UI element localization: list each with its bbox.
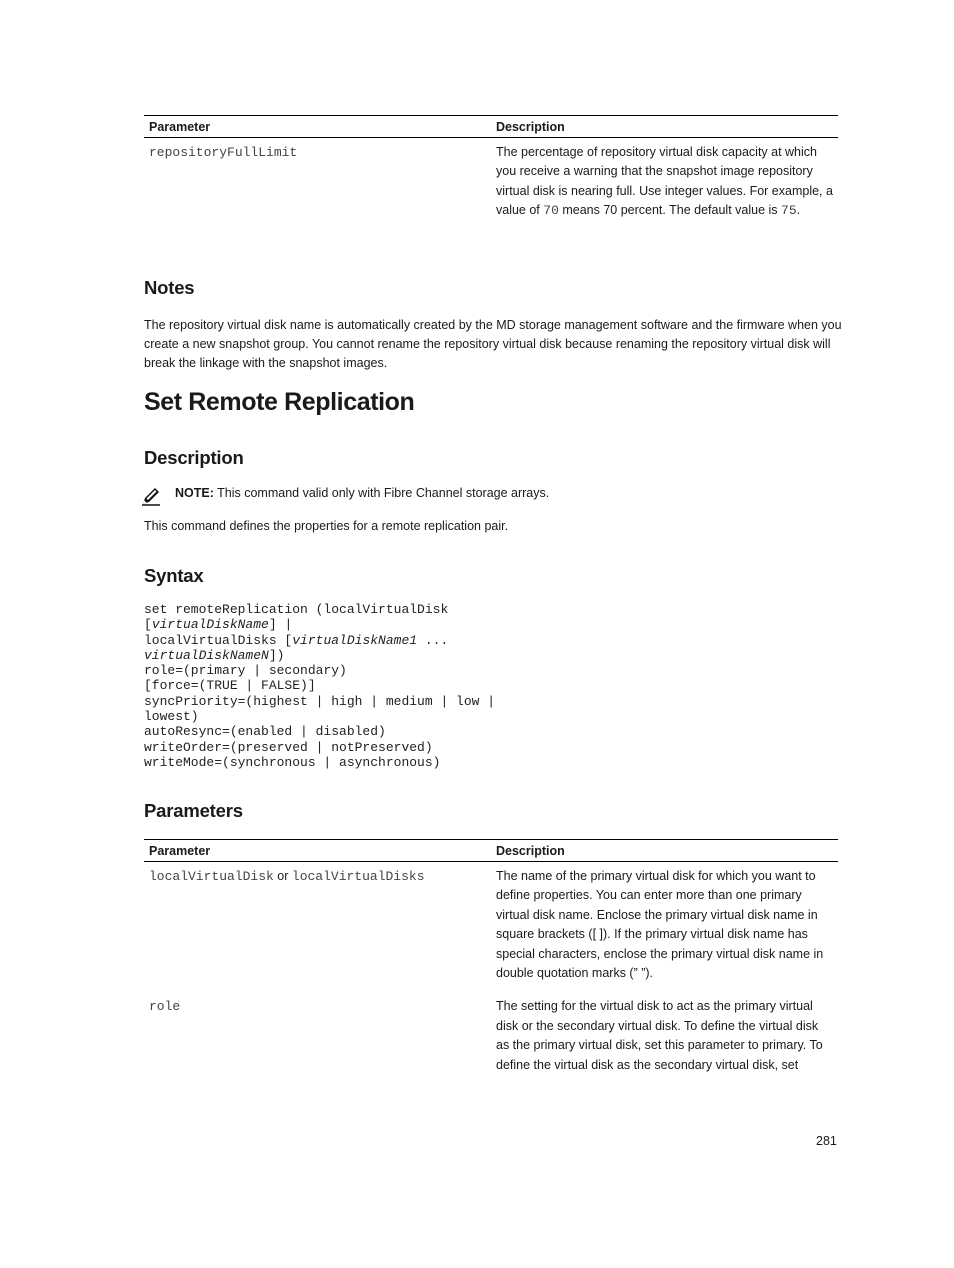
description-column-header: Description: [491, 116, 838, 138]
parameter-code: localVirtualDisks: [291, 869, 425, 884]
code-value: 70: [543, 203, 559, 219]
table-header-row: [144, 840, 838, 862]
syntax-line: syncPriority=(highest | high | medium | low |: [144, 693, 496, 709]
code-value: 75: [781, 203, 797, 219]
parameter-table-2: [144, 839, 838, 1075]
parameter-code: localVirtualDisk: [149, 869, 274, 884]
note-text: [175, 486, 549, 500]
parameter-column-header: Parameter: [144, 840, 491, 862]
syntax-placeholder: virtualDiskNameN: [144, 647, 269, 663]
table-row: [144, 862, 838, 993]
notes-heading: Notes: [144, 277, 195, 298]
table-row: [144, 992, 838, 1075]
syntax-line: lowest): [144, 709, 199, 725]
parameter-name: [144, 862, 491, 993]
syntax-line: ] |: [268, 617, 293, 633]
syntax-line: writeMode=(synchronous | asynchronous): [144, 754, 441, 770]
parameters-heading: Parameters: [144, 800, 243, 821]
parameter-description: [491, 138, 838, 225]
parameter-name: repositoryFullLimit: [149, 145, 298, 160]
description-column-header: Description: [491, 840, 838, 862]
description-text: means 70 percent. The default value is: [558, 203, 782, 218]
parameter-description: The name of the primary virtual disk for which you want to define properties. You can enter more than one primary virtual disk name. Enclose the primary virtual disk name in square brackets ([ ]). If the primary virtual disk name has special characters, enclose the primary virtual disk name in double quotation marks (” ”).: [496, 869, 824, 981]
description-paragraph: This command defines the properties for a remote replication pair.: [144, 519, 509, 533]
note-label: NOTE:: [175, 486, 214, 500]
syntax-line: [: [144, 617, 152, 633]
description-heading: Description: [144, 447, 244, 468]
syntax-line: ...: [417, 632, 449, 648]
parameter-name: role: [149, 999, 181, 1015]
syntax-code-block: [144, 602, 495, 770]
parameter-description: The setting for the virtual disk to act as the primary virtual disk or the secondary virtual disk. To define the virtual disk as the primary virtual disk, set this parameter to primary. To define the virtual disk as the secondary virtual disk, set: [496, 999, 823, 1072]
syntax-placeholder: virtualDiskName1: [292, 632, 418, 648]
parameter-conjunction: or: [273, 869, 292, 883]
description-text: .: [796, 203, 801, 218]
syntax-heading: Syntax: [144, 565, 204, 586]
parameter-column-header: Parameter: [144, 116, 491, 138]
pencil-note-icon: [140, 484, 162, 506]
syntax-line: autoResync=(enabled | disabled): [144, 724, 386, 740]
description-text: The percentage of repository virtual disk capacity at which you receive a warning that the snapshot image repository virtual disk is nearing full. Use integer values. For example, a value of: [496, 145, 833, 218]
parameter-table-1: [144, 115, 838, 225]
syntax-line: set remoteReplication (localVirtualDisk: [144, 602, 449, 617]
syntax-line: role=(primary | secondary): [144, 663, 347, 679]
syntax-line: localVirtualDisks [: [144, 632, 293, 648]
table-header-row: [144, 116, 838, 138]
syntax-placeholder: virtualDiskName: [151, 617, 269, 633]
syntax-line: ]): [268, 647, 285, 663]
note-body: This command valid only with Fibre Channel storage arrays.: [213, 486, 550, 500]
notes-paragraph: The repository virtual disk name is automatically created by the MD storage management software and the firmware when you create a new snapshot group. You cannot rename the repository virtual disk because renaming the repository virtual disk will break the linkage with the snapshot images.: [144, 318, 842, 371]
section-title: Set Remote Replication: [144, 388, 415, 416]
table-row: [144, 138, 838, 225]
syntax-line: [force=(TRUE | FALSE)]: [144, 678, 316, 694]
syntax-line: writeOrder=(preserved | notPreserved): [144, 739, 433, 755]
page-number: 281: [816, 1134, 837, 1148]
